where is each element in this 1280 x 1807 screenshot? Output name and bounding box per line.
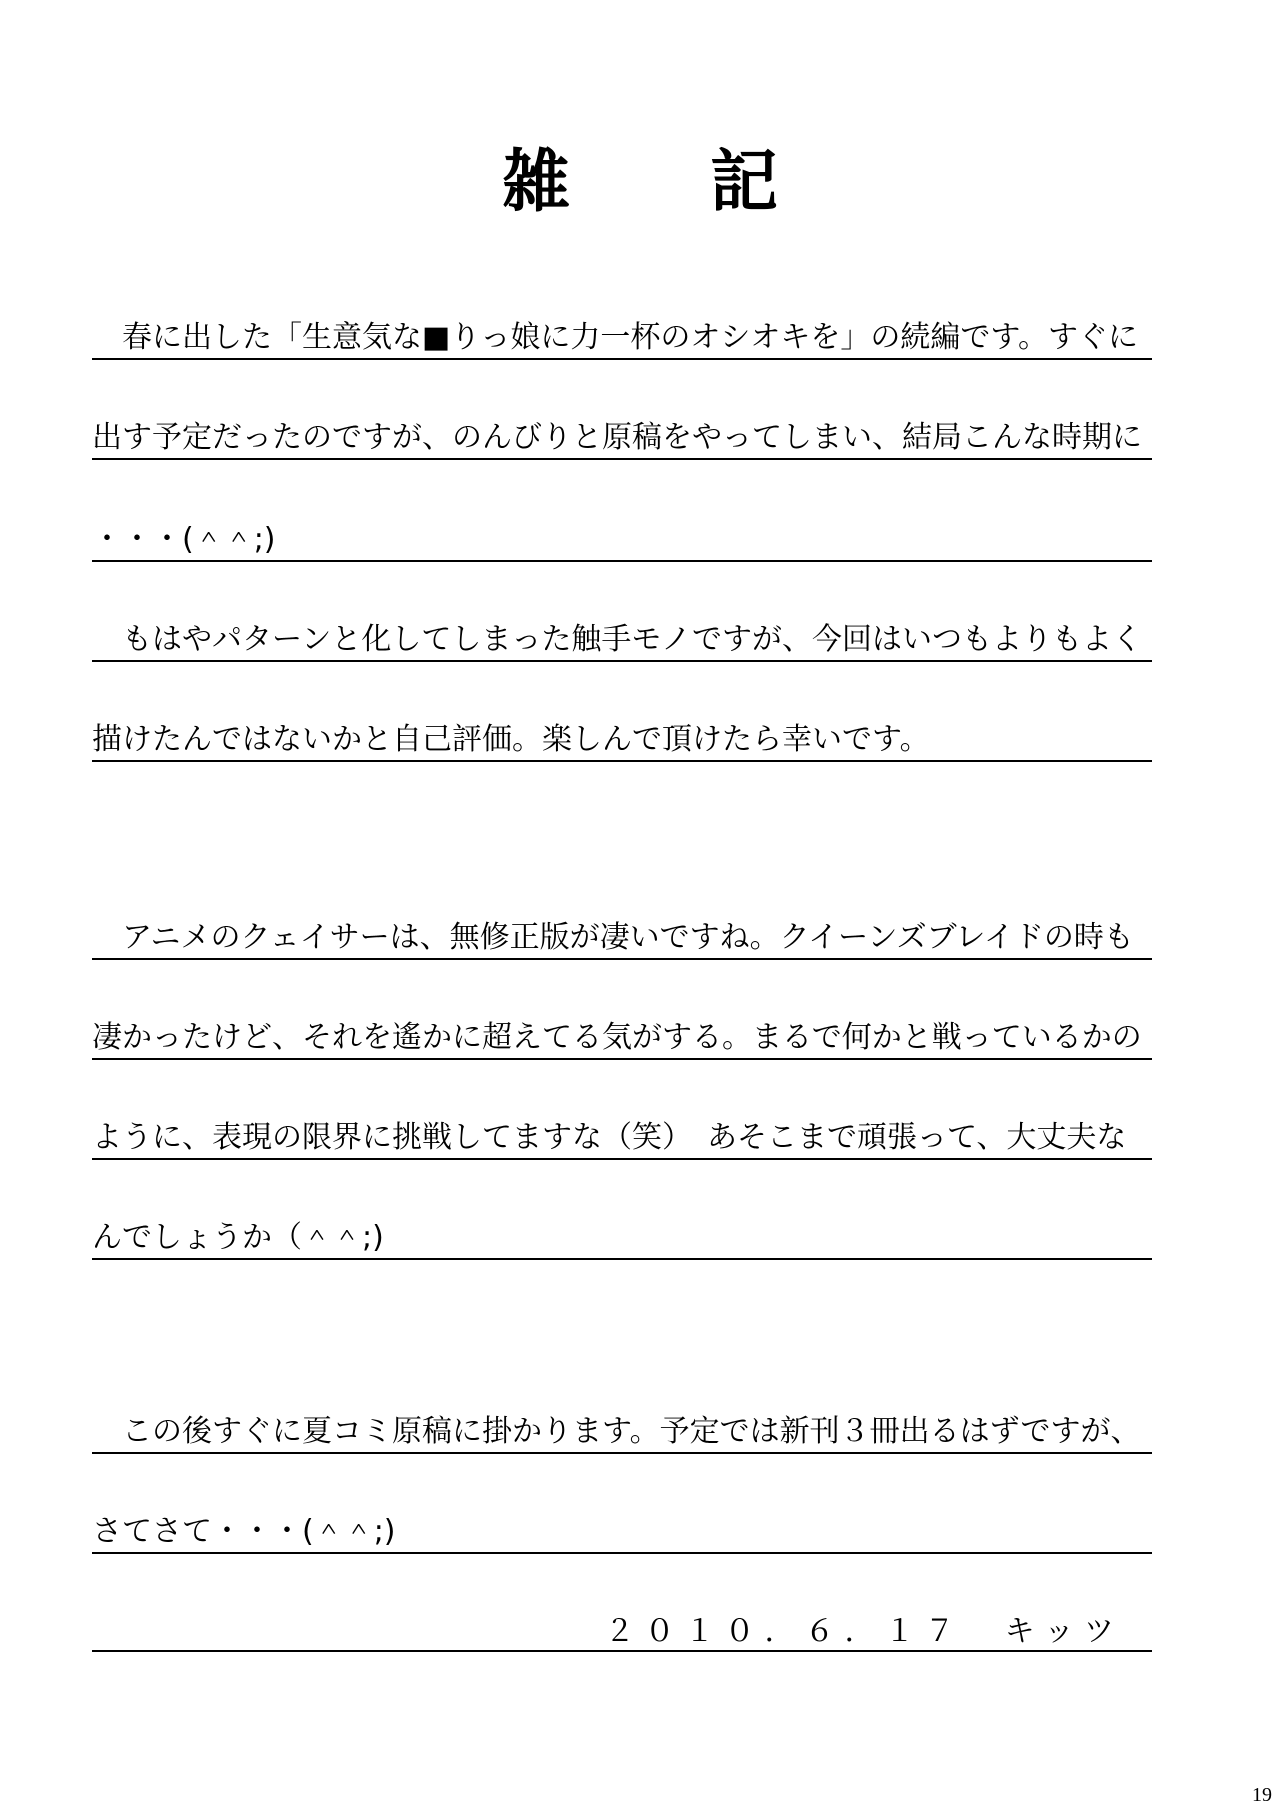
text-line-3: ・・・(＾＾;)	[92, 520, 1152, 562]
page-number: 19	[1252, 1784, 1272, 1806]
text-line-10: この後すぐに夏コミ原稿に掛かります。予定では新刊３冊出るはずですが、	[92, 1412, 1152, 1454]
title-char-2: 記	[710, 142, 779, 222]
text-line-4: もはやパターンと化してしまった触手モノですが、今回はいつもよりもよく	[92, 620, 1152, 662]
text-line-7: 凄かったけど、それを遙かに超えてる気がする。まるで何かと戦っているかの	[92, 1018, 1152, 1060]
text-line-5: 描けたんではないかと自己評価。楽しんで頂けたら幸いです。	[92, 720, 1152, 762]
text-line-6: アニメのクェイサーは、無修正版が凄いですね。クイーンズブレイドの時も	[92, 918, 1152, 960]
text-line-11: さてさて・・・(＾＾;)	[92, 1512, 1152, 1554]
title-char-1: 雑	[501, 142, 570, 222]
text-line-2: 出す予定だったのですが、のんびりと原稿をやってしまい、結局こんな時期に	[92, 418, 1152, 460]
text-line-1: 春に出した「生意気な■りっ娘に力一杯のオシオキを」の続編です。すぐに	[92, 318, 1152, 360]
text-line-9: んでしょうか（＾＾;)	[92, 1218, 1152, 1260]
page-title	[0, 128, 1280, 225]
text-line-8: ように、表現の限界に挑戦してますな（笑） あそこまで頑張って、大丈夫な	[92, 1118, 1152, 1160]
signature-line: ２０１０．６．１７ キッツ	[92, 1612, 1152, 1652]
